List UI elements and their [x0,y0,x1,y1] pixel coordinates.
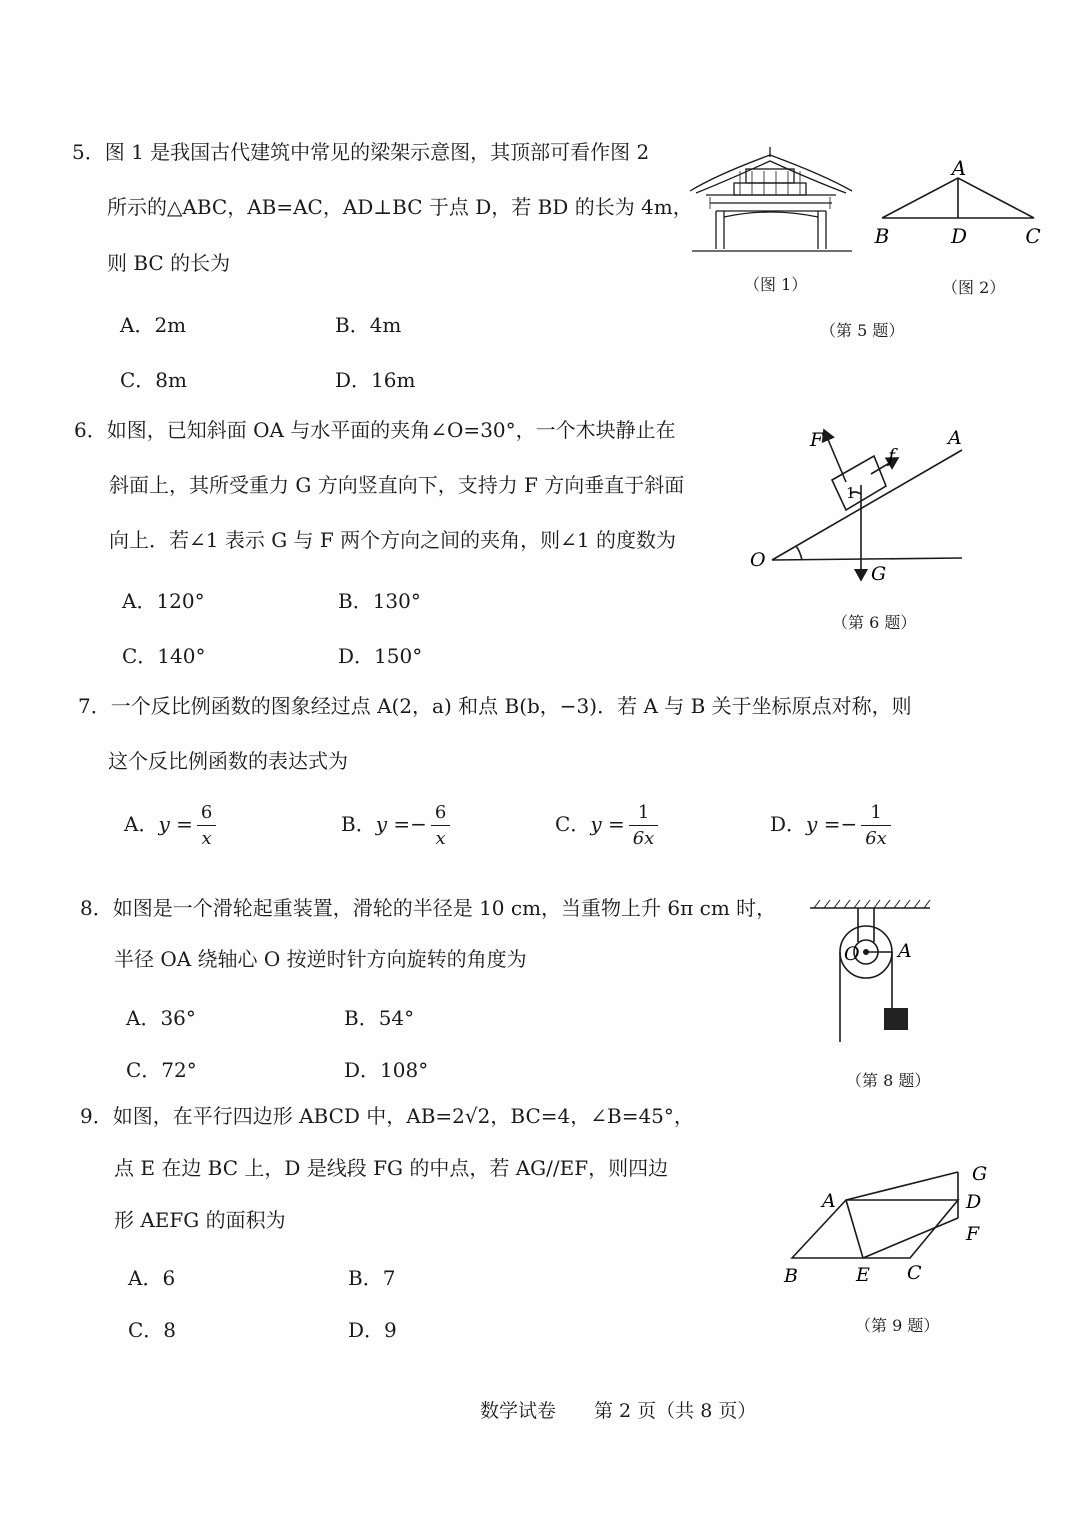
q7-option-b: B．y =− $\frac{6}{x}$ [341,802,450,849]
q5-option-a: A．2m [120,313,187,337]
q6-line-3: 向上．若∠1 表示 G 与 F 两个方向之间的夹角，则∠1 的度数为 [109,528,676,552]
label-angle-1: 1 [846,484,856,502]
q8-option-c: C．72° [126,1058,197,1082]
q5-option-c: C．8m [120,368,187,392]
page-footer: 数学试卷 第 2 页（共 8 页） [480,1400,757,1422]
label-g: G [972,1163,988,1185]
q9-option-c: C．8 [128,1318,177,1342]
q6-line-1: 6．如图，已知斜面 OA 与水平面的夹角∠O=30°，一个木块静止在 [74,418,676,442]
label-friction-f: f [888,445,896,467]
pulley-diagram [800,890,940,1050]
label-d: D [950,224,968,248]
q6-line-2: 斜面上，其所受重力 G 方向竖直向下，支持力 F 方向垂直于斜面 [109,473,685,497]
q7-option-a: A．y = $\frac{6}{x}$ [124,802,216,849]
q5-line-1: 5．图 1 是我国古代建筑中常见的梁架示意图，其顶部可看作图 2 [72,140,650,164]
q9-line-2: 点 E 在边 BC 上，D 是线段 FG 的中点，若 AG//EF，则四边 [114,1156,669,1180]
q8-option-b: B．54° [344,1006,415,1030]
q6-caption: （第 6 题） [832,613,917,632]
q7-line-2: 这个反比例函数的表达式为 [108,749,348,773]
q8-option-d: D．108° [344,1058,429,1082]
q8-line-1: 8．如图是一个滑轮起重装置，滑轮的半径是 10 cm，当重物上升 6π cm 时， [80,896,777,920]
roof-frame-illustration [686,145,858,257]
label-a: A [951,156,967,180]
q9-option-d: D．9 [348,1318,397,1342]
q5-figure2-caption: （图 2） [942,278,1006,297]
label-o: O [750,549,766,571]
q8-line-2: 半径 OA 绕轴心 O 按逆时针方向旋转的角度为 [114,947,527,971]
parallelogram-figure [770,1150,1010,1295]
q5-line-2: 所示的△ABC，AB=AC，AD⊥BC 于点 D，若 BD 的长为 4m， [107,195,693,219]
label-o: O [844,943,860,965]
q5-caption: （第 5 题） [820,321,905,340]
label-d: D [966,1191,982,1213]
label-g: G [871,563,887,585]
label-e: E [856,1264,870,1286]
q5-option-b: B．4m [335,313,402,337]
label-a: A [948,427,962,449]
q9-option-b: B．7 [348,1266,396,1290]
q5-figure1-caption: （图 1） [744,275,808,294]
triangle-abc-figure [870,155,1050,255]
label-b: B [874,224,890,248]
label-c: C [1025,224,1041,248]
label-c: C [907,1262,922,1284]
q6-option-c: C．140° [122,644,206,668]
q7-option-c: C．y = $\frac{1}{6x}$ [555,802,658,849]
incline-force-diagram [740,420,970,595]
label-f: F [966,1223,980,1245]
q6-option-a: A．120° [122,589,205,613]
q8-option-a: A．36° [126,1006,196,1030]
label-force-f: F [810,429,824,451]
q6-option-b: B．130° [338,589,421,613]
q6-option-d: D．150° [338,644,423,668]
label-a: A [822,1190,836,1212]
q9-option-a: A．6 [128,1266,176,1290]
label-a: A [898,940,912,962]
q5-line-3: 则 BC 的长为 [107,251,231,275]
q9-line-1: 9．如图，在平行四边形 ABCD 中，AB=2√2，BC=4，∠B=45°， [80,1104,694,1128]
label-b: B [784,1265,798,1287]
q7-line-1: 7．一个反比例函数的图象经过点 A(2，a) 和点 B(b，−3)．若 A 与 B 关于坐标原点对称，则 [78,694,912,718]
q5-option-d: D．16m [335,368,416,392]
q8-caption: （第 8 题） [846,1071,931,1090]
q9-caption: （第 9 题） [855,1316,940,1335]
q9-line-3: 形 AEFG 的面积为 [114,1208,286,1232]
q7-option-d: D．y =− $\frac{1}{6x}$ [770,802,891,849]
